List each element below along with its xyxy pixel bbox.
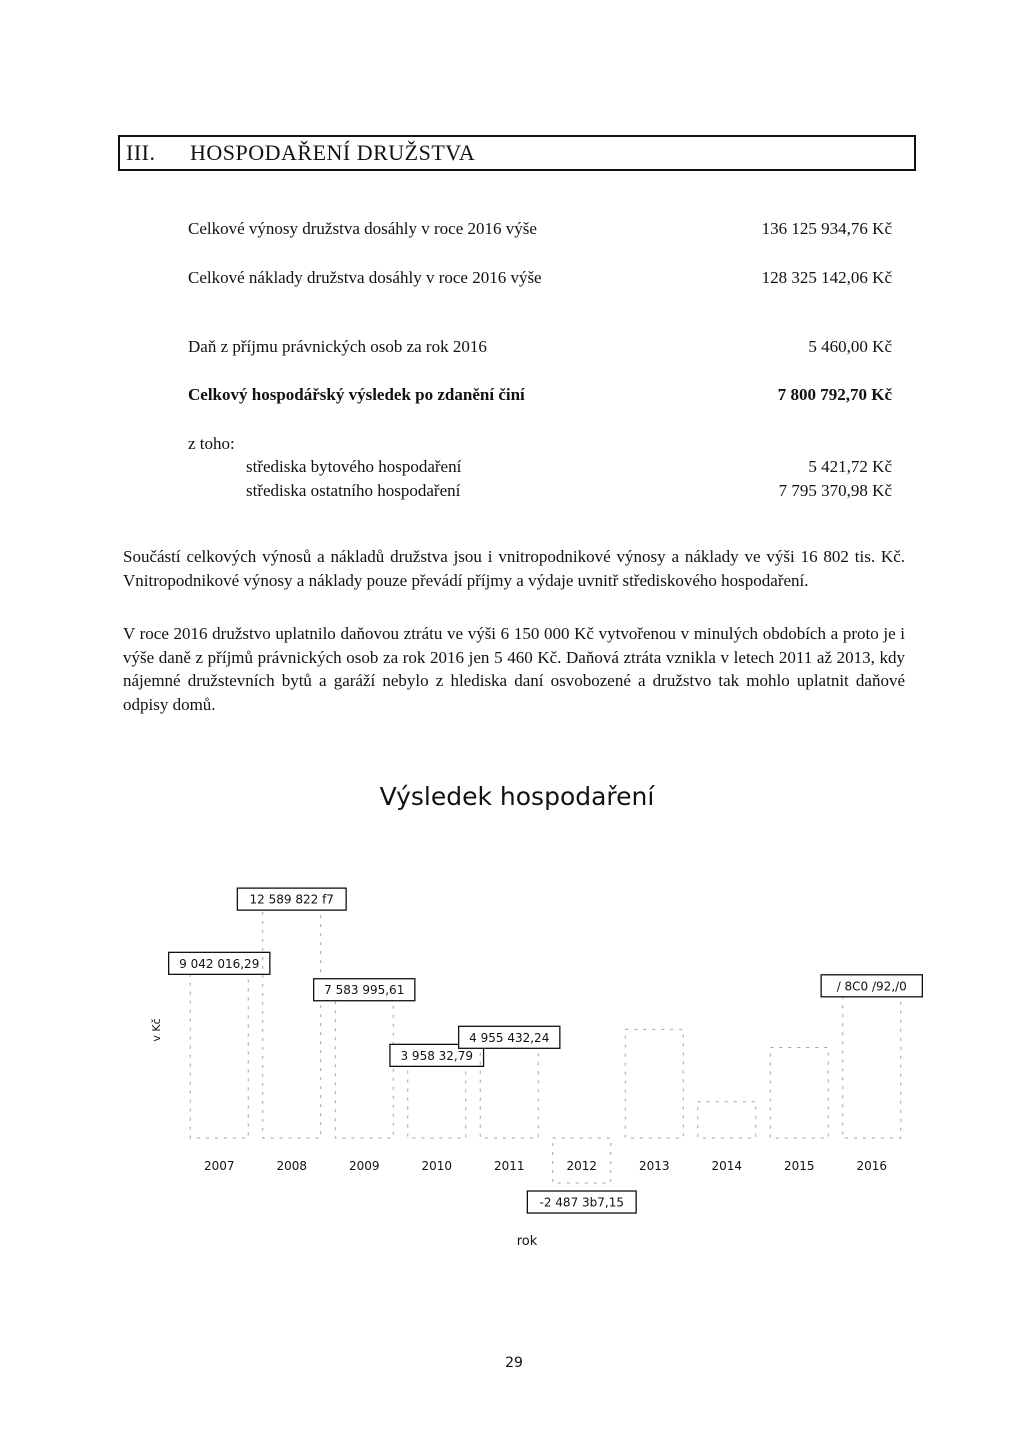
section-number: III. (126, 140, 156, 165)
data-label: 4 955 432,24 (469, 1030, 550, 1045)
data-label: 9 042 016,29 (179, 956, 260, 971)
x-tick-label: 2015 (783, 1159, 815, 1173)
data-label: / 8C0 /92,/0 (836, 979, 907, 994)
result-value: 7 800 792,70 Kč (777, 385, 892, 404)
paragraph-intercompany: Součástí celkových výnosů a nákladů družstva jsou i vnitropodnikové výnosy a náklady ve výši 16 802 tis. Kč. Vnitropodnikové výnosy a náklady pouze převádí příjmy a výdaje uvnitř střediskového hospodaření. (123, 547, 905, 590)
bar-2014 (698, 1102, 756, 1138)
x-tick-label: 2014 (711, 1159, 743, 1173)
x-tick-label: 2010 (421, 1159, 453, 1173)
x-tick-label: 2012 (566, 1159, 598, 1173)
x-tick-label: 2013 (638, 1159, 670, 1173)
data-label: 7 583 995,61 (324, 983, 405, 998)
page-number: 29 (505, 1355, 523, 1371)
x-axis-label: rok (516, 1234, 538, 1249)
housing-value: 5 421,72 Kč (808, 457, 892, 476)
bar-2007 (190, 974, 248, 1138)
section-title: HOSPODAŘENÍ DRUŽSTVA (190, 140, 476, 165)
other-value: 7 795 370,98 Kč (778, 481, 892, 500)
x-tick-label: 2008 (276, 1159, 308, 1173)
tax-label: Daň z příjmu právnických osob za rok 2016 (188, 337, 487, 356)
of-which-label: z toho: (188, 434, 235, 453)
data-label: -2 487 3b7,15 (539, 1195, 624, 1210)
x-tick-label: 2007 (203, 1159, 235, 1173)
x-tick-label: 2011 (493, 1159, 525, 1173)
bar-2016 (843, 997, 901, 1138)
bar-2011 (480, 1048, 538, 1138)
result-label: Celkový hospodářský výsledek po zdanění činí (188, 385, 525, 404)
result-chart (0, 840, 1024, 1280)
data-label: 3 958 32,79 (400, 1048, 474, 1063)
chart-title: Výsledek hospodaření (379, 782, 655, 811)
housing-label: střediska bytového hospodaření (246, 457, 462, 476)
x-tick-label: 2009 (348, 1159, 380, 1173)
tax-value: 5 460,00 Kč (808, 337, 892, 356)
costs-value: 128 325 142,06 Kč (761, 268, 892, 287)
x-tick-label: 2016 (856, 1159, 888, 1173)
costs-label: Celkové náklady družstva dosáhly v roce 2016 výše (188, 268, 542, 287)
bar-2015 (770, 1048, 828, 1139)
y-axis-label: v Kč (150, 1018, 163, 1042)
other-label: střediska ostatního hospodaření (246, 481, 461, 500)
paragraph-tax-loss: V roce 2016 družstvo uplatnilo daňovou ztrátu ve výši 6 150 000 Kč vytvořenou v minulých obdobích a proto je i výše daně z příjmů právnických osob za rok 2016 jen 5 460 Kč. Daňová ztráta vznikla v letech 2011 až 2013, kdy nájemné družstevních bytů a garáží nebylo z hlediska daní osvobozené a družstvo tak mohlo uplatnit daňové odpisy domů. (123, 624, 905, 714)
bar-2013 (625, 1029, 683, 1138)
revenues-value: 136 125 934,76 Kč (761, 219, 892, 238)
bar-2009 (335, 1001, 393, 1138)
data-label: 12 589 822 f7 (249, 892, 334, 907)
bar-2008 (263, 910, 321, 1138)
revenues-label: Celkové výnosy družstva dosáhly v roce 2016 výše (188, 219, 537, 238)
bar-2010 (408, 1066, 466, 1138)
